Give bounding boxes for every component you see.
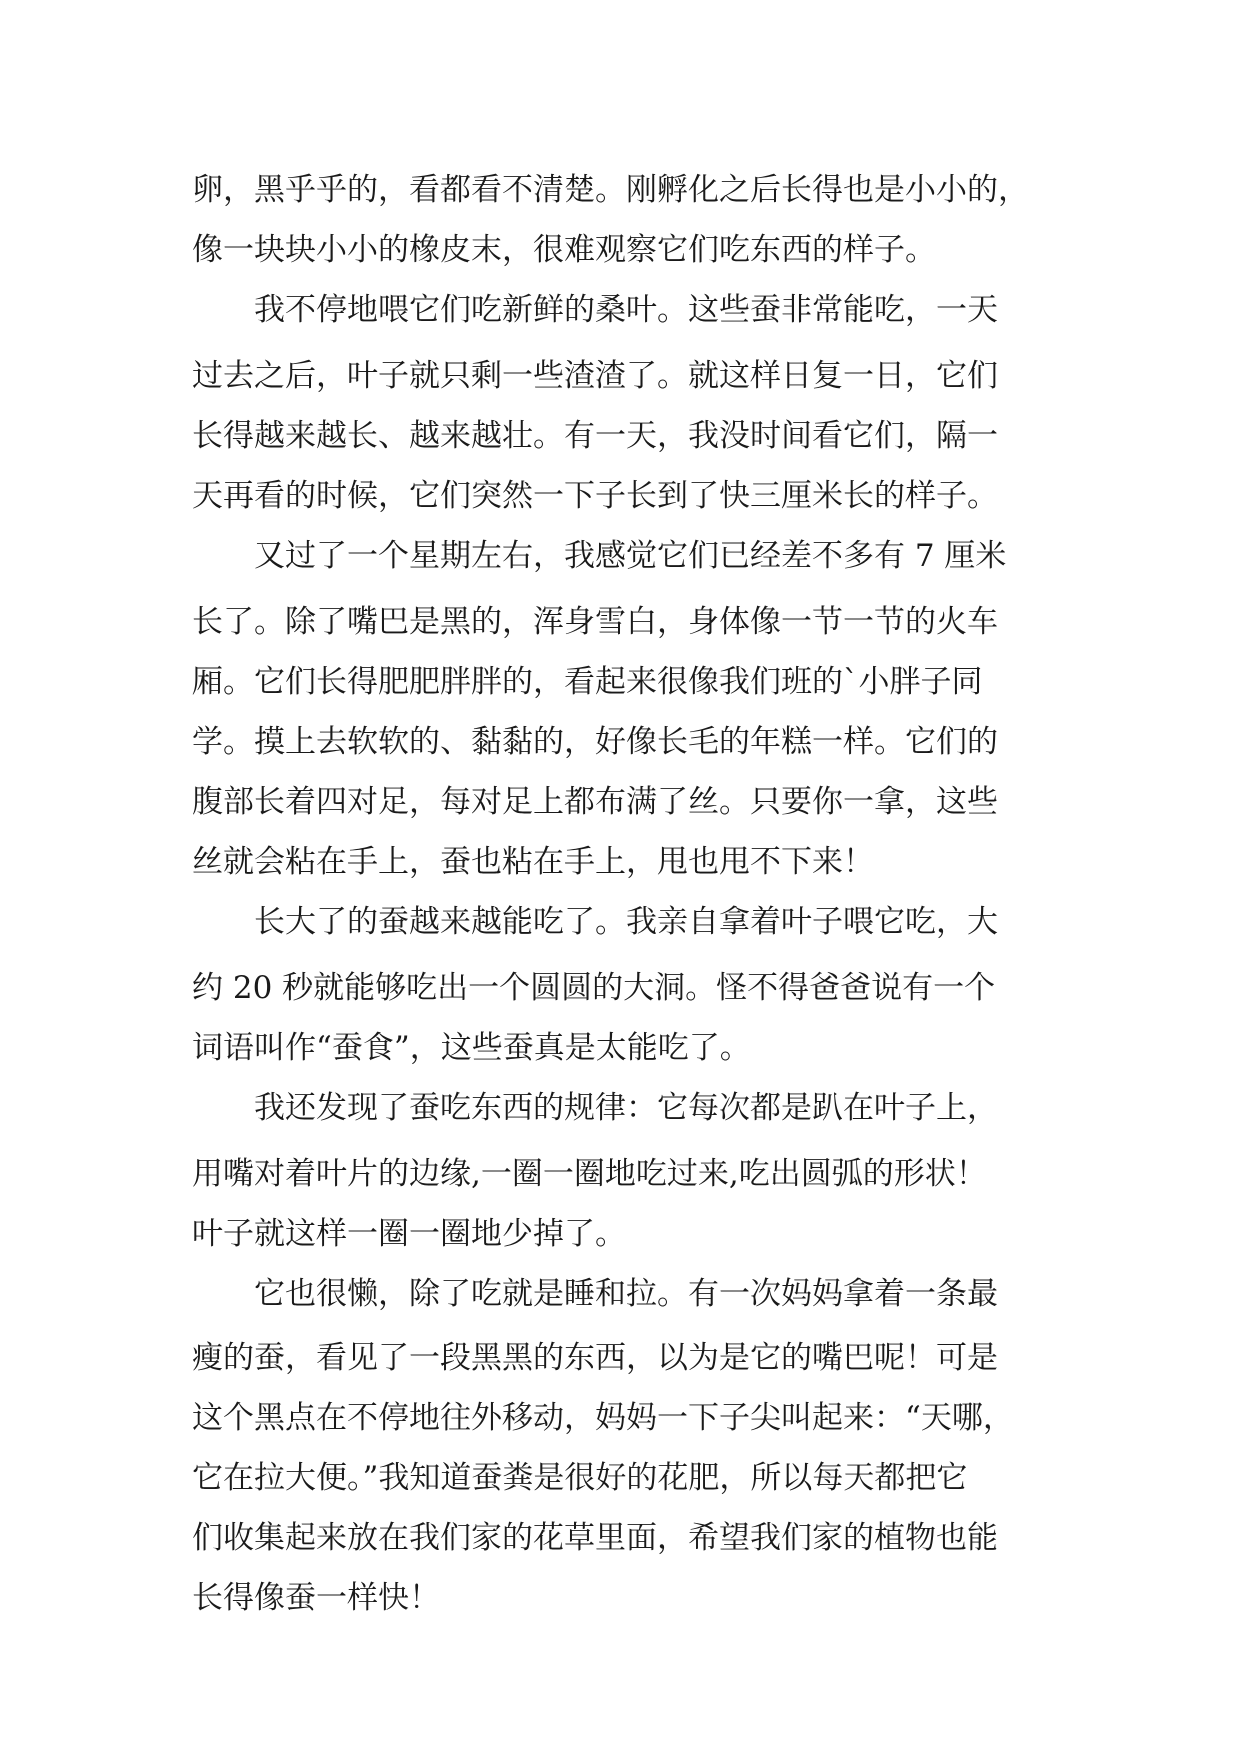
text-line: 词语叫作“蚕食”，这些蚕真是太能吃了。 (192, 1030, 751, 1066)
text-line: 长得越来越长、越来越壮。有一天，我没时间看它们，隔一 (192, 418, 998, 454)
text-line: 我不停地喂它们吃新鲜的桑叶。这些蚕非常能吃，一天 (192, 292, 998, 328)
text-line: 我还发现了蚕吃东西的规律：它每次都是趴在叶子上， (192, 1090, 998, 1126)
text-line: 厢。它们长得肥肥胖胖的，看起来很像我们班的`小胖子同 (192, 664, 983, 700)
text-line: 瘦的蚕，看见了一段黑黑的东西，以为是它的嘴巴呢！可是 (192, 1340, 998, 1376)
text-line: 长得像蚕一样快！ (192, 1580, 440, 1616)
text-line: 约 20 秒就能够吃出一个圆圆的大洞。怪不得爸爸说有一个 (192, 970, 996, 1006)
text-line: 长大了的蚕越来越能吃了。我亲自拿着叶子喂它吃，大 (192, 904, 998, 940)
text-line: 又过了一个星期左右，我感觉它们已经差不多有 7 厘米 (192, 538, 1007, 574)
text-line: 天再看的时候，它们突然一下子长到了快三厘米长的样子。 (192, 478, 998, 514)
text-line: 卵，黑乎乎的，看都看不清楚。刚孵化之后长得也是小小的， (192, 172, 1029, 208)
text-line: 它也很懒，除了吃就是睡和拉。有一次妈妈拿着一条最 (192, 1276, 998, 1312)
text-line: 丝就会粘在手上，蚕也粘在手上，甩也甩不下来！ (192, 844, 874, 880)
text-line: 学。摸上去软软的、黏黏的，好像长毛的年糕一样。它们的 (192, 724, 998, 760)
text-line: 过去之后，叶子就只剩一些渣渣了。就这样日复一日，它们 (192, 358, 998, 394)
text-line: 腹部长着四对足，每对足上都布满了丝。只要你一拿，这些 (192, 784, 998, 820)
text-line: 叶子就这样一圈一圈地少掉了。 (192, 1216, 626, 1252)
text-line: 们收集起来放在我们家的花草里面，希望我们家的植物也能 (192, 1520, 998, 1556)
text-line: 这个黑点在不停地往外移动，妈妈一下子尖叫起来：“天哪， (192, 1400, 1014, 1436)
text-line: 它在拉大便。”我知道蚕粪是很好的花肥，所以每天都把它 (192, 1460, 968, 1496)
document-body (192, 160, 1052, 1628)
text-line: 像一块块小小的橡皮末，很难观察它们吃东西的样子。 (192, 232, 936, 268)
text-line: 用嘴对着叶片的边缘,一圈一圈地吃过来,吃出圆弧的形状！ (192, 1156, 987, 1192)
text-line: 长了。除了嘴巴是黑的，浑身雪白，身体像一节一节的火车 (192, 604, 998, 640)
